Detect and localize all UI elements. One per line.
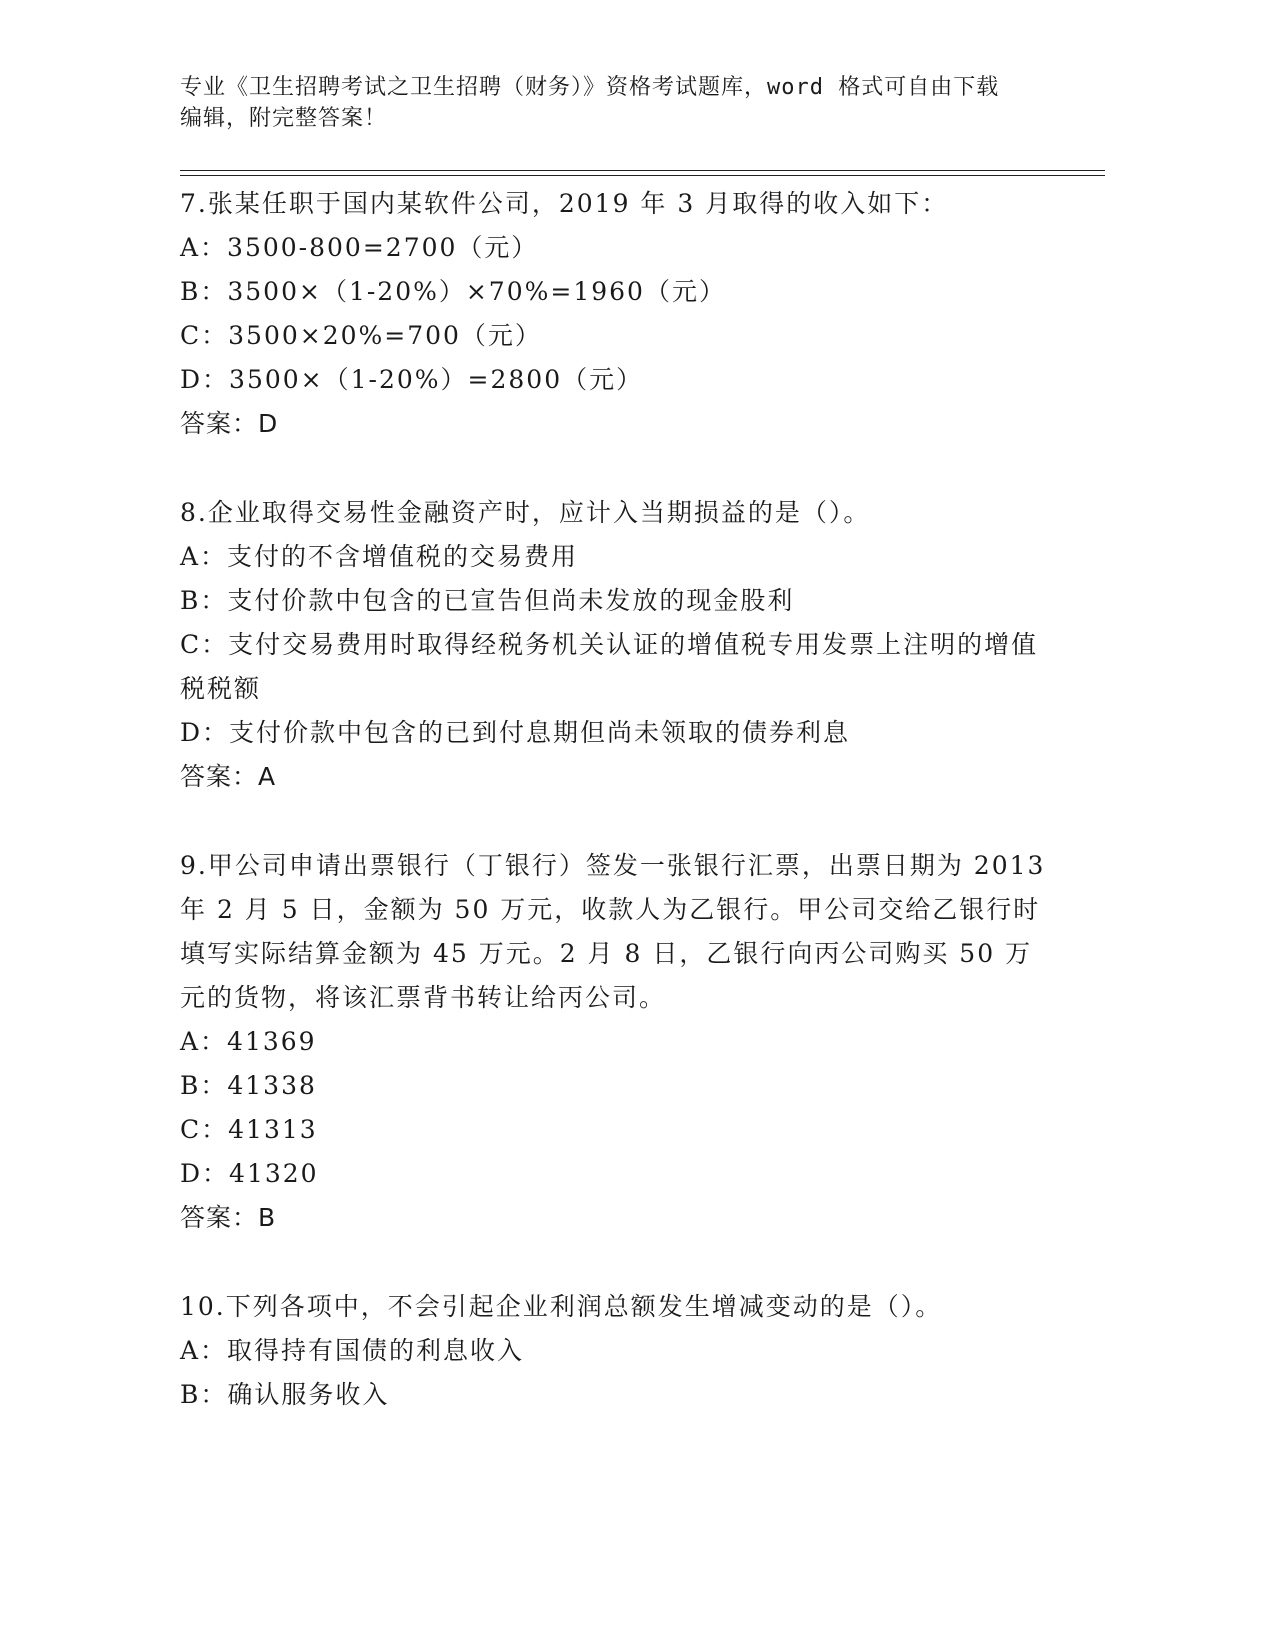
answer: 答案：A xyxy=(180,762,277,791)
option-b: B：41338 xyxy=(180,1071,317,1100)
option-a: A：支付的不含增值税的交易费用 xyxy=(180,542,579,571)
option-a: A：3500-800=2700（元） xyxy=(180,233,539,262)
option-b: B：支付价款中包含的已宣告但尚未发放的现金股利 xyxy=(180,586,795,615)
question-stem: 9.甲公司申请出票银行（丁银行）签发一张银行汇票，出票日期为 2013 年 2 月 5 日，金额为 50 万元，收款人为乙银行。甲公司交给乙银行时填写实际结算金额为 45 万元。2 月 8 日，乙银行向丙公司购买 50 万元的货物，将该汇票背书转让给丙公司。 xyxy=(180,851,1046,1012)
option-c: C：支付交易费用时取得经税务机关认证的增值税专用发票上注明的增值税税额 xyxy=(180,630,1039,703)
header-divider-top xyxy=(180,170,1105,171)
header-line-2: 编辑，附完整答案！ xyxy=(180,106,388,131)
option-a: A：41369 xyxy=(180,1027,317,1056)
header-divider-bottom xyxy=(180,175,1105,176)
question-stem: 8.企业取得交易性金融资产时，应计入当期损益的是（）。 xyxy=(180,498,871,527)
document-header xyxy=(180,72,1040,134)
option-a: A：取得持有国债的利息收入 xyxy=(180,1336,525,1365)
question-9 xyxy=(180,844,1050,1240)
option-b: B：确认服务收入 xyxy=(180,1380,390,1409)
option-b: B：3500×（1-20%）×70%=1960（元） xyxy=(180,277,726,306)
question-10 xyxy=(180,1285,1050,1417)
question-stem: 7.张某任职于国内某软件公司，2019 年 3 月取得的收入如下： xyxy=(180,189,949,218)
header-line-1: 专业《卫生招聘考试之卫生招聘（财务）》资格考试题库，word 格式可自由下载 xyxy=(180,75,1000,100)
option-c: C：3500×20%=700（元） xyxy=(180,321,542,350)
question-8 xyxy=(180,491,1050,799)
question-list xyxy=(180,182,1050,1417)
option-d: D：3500×（1-20%）=2800（元） xyxy=(180,365,644,394)
option-d: D：41320 xyxy=(180,1159,319,1188)
answer: 答案：B xyxy=(180,1203,277,1232)
question-7 xyxy=(180,182,1050,446)
question-stem: 10.下列各项中，不会引起企业利润总额发生增减变动的是（）。 xyxy=(180,1292,943,1321)
answer: 答案：D xyxy=(180,409,279,438)
option-d: D：支付价款中包含的已到付息期但尚未领取的债券利息 xyxy=(180,718,851,747)
option-c: C：41313 xyxy=(180,1115,318,1144)
